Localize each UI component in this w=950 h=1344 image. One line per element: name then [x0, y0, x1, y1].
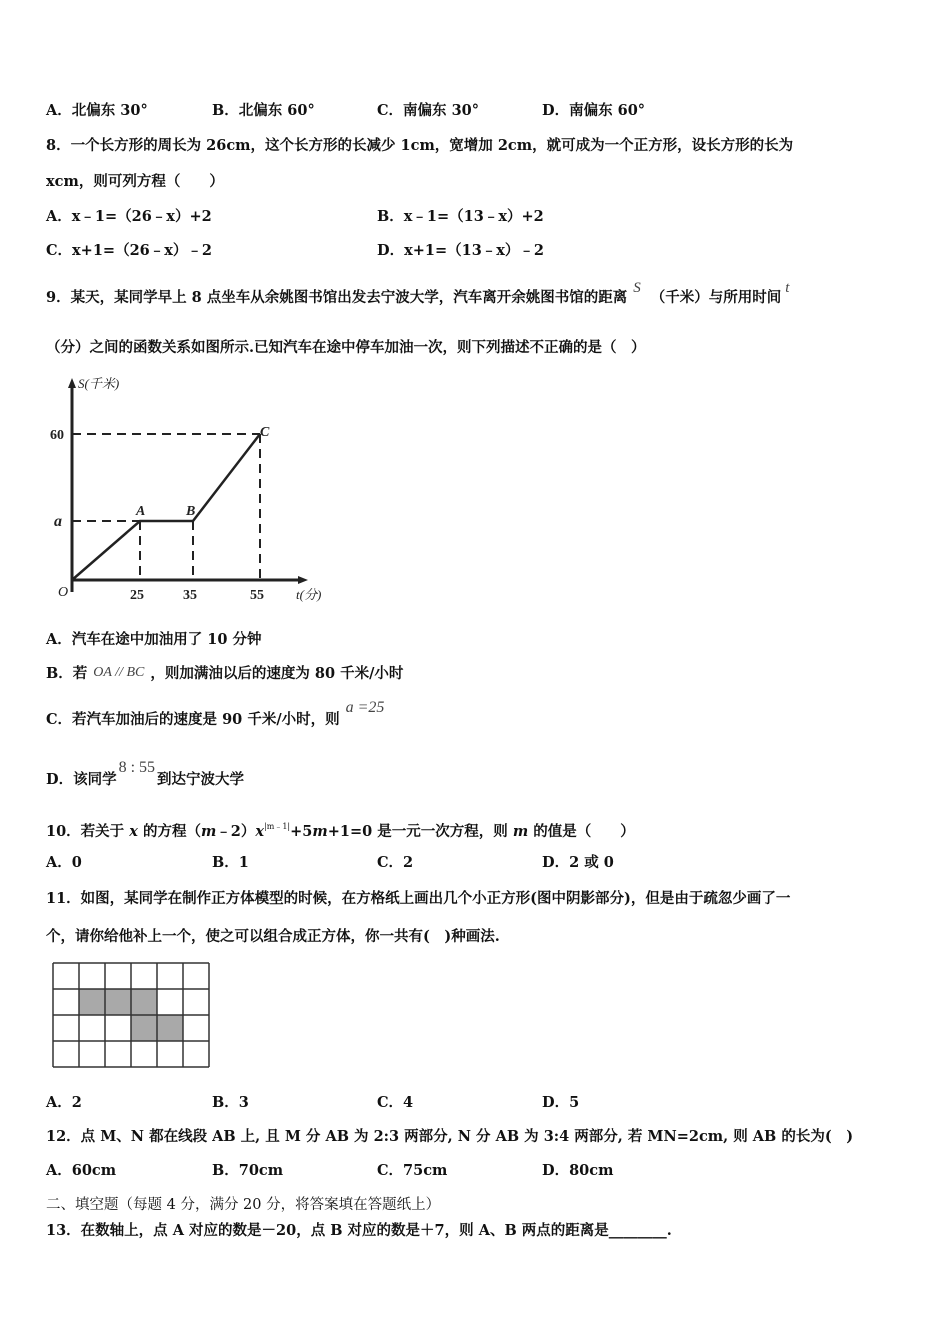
q9-distance-time-graph [46, 372, 346, 612]
q8-stem-line2: xcm，则可列方程（ ） [46, 173, 224, 190]
q10-var-m2: m [312, 823, 328, 840]
q8-option-d: D．x+1=（13﹣x）﹣2 [377, 242, 545, 259]
grid-lines [53, 963, 209, 1067]
q10-var-m: m [200, 823, 217, 840]
q12-stem: 12．点 M、N 都在线段 AB 上, 且 M 分 AB 为 2:3 两部分, N 分 AB 为 3:4 两部分, 若 MN=2cm, 则 AB 的长为( ) [46, 1128, 854, 1145]
q10-tail2: +1=0 是一元一次方程，则 [327, 823, 508, 840]
q9-option-a: A．汽车在途中加油用了 10 分钟 [46, 631, 262, 648]
q9-option-d-prefix: D．该同学 [46, 771, 117, 788]
q7-option-a: A．北偏东 30° [46, 102, 148, 119]
q10-prefix: 10．若关于 [46, 823, 125, 840]
q8-option-a: A．x﹣1=（26﹣x）+2 [46, 208, 212, 225]
q9-stem-line2: （分）之间的函数关系如图所示.已知汽车在途中停车加油一次，则下列描述不正确的是（ ） [46, 339, 646, 356]
q12-option-a: A．60cm [46, 1162, 117, 1179]
q9-option-d-math: 8 : 55 [118, 759, 156, 776]
y-tick-60: 60 [50, 428, 64, 443]
q9-option-c [46, 699, 385, 730]
q9-var-t: t [785, 280, 790, 296]
q9-unit-s: （千米）与所用时间 [650, 289, 782, 306]
q10-stem [46, 817, 635, 842]
q11-stem-line2: 个，请你给他补上一个，使之可以组合成正方体，你一共有( )种画法. [46, 928, 500, 945]
q9-option-d-suffix: 到达宁波大学 [157, 771, 245, 788]
q9-stem-text: 9．某天，某同学早上 8 点坐车从余姚图书馆出发去宁波大学，汽车离开余姚图书馆的距离 [46, 289, 628, 306]
q9-stem-line1 [46, 280, 790, 308]
q10-mid2: ﹣2） [216, 823, 256, 840]
q10-var-x2: x [255, 823, 265, 840]
q11-option-a: A．2 [46, 1094, 82, 1111]
graph-line-oabc [72, 434, 260, 580]
q11-stem-line1: 11．如图，某同学在制作正方体模型的时候，在方格纸上画出几个小正方形(图中阴影部分)，但是由于疏忽少画了一 [46, 890, 791, 907]
point-c-label: C [260, 425, 270, 440]
x-axis-label: t(分) [296, 587, 322, 602]
q7-option-d: D．南偏东 60° [542, 102, 646, 119]
shaded-cell [79, 989, 105, 1015]
q9-option-c-prefix: C．若汽车加油后的速度是 90 千米/小时，则 [46, 711, 340, 728]
q8-option-b: B．x﹣1=（13﹣x）+2 [377, 208, 544, 225]
q9-option-d [46, 759, 245, 790]
q12-option-b: B．70cm [212, 1162, 284, 1179]
q11-grid-figure [52, 962, 212, 1072]
q9-option-c-math: a =25 [345, 699, 385, 716]
q9-option-b [46, 664, 403, 685]
q10-var-x: x [129, 823, 138, 840]
x-tick-25: 25 [130, 588, 144, 603]
q9-option-b-prefix: B．若 [46, 665, 88, 682]
x-tick-55: 55 [250, 588, 264, 603]
q10-option-d: D．2 或 0 [542, 854, 614, 871]
y-axis-label: S(千米) [78, 376, 120, 391]
q10-mid: 的方程（ [142, 823, 201, 840]
q13-stem: 13．在数轴上，点 A 对应的数是－20，点 B 对应的数是＋7，则 A、B 两点的距离是________. [46, 1222, 672, 1239]
q8-option-c: C．x+1=（26﹣x）﹣2 [46, 242, 212, 259]
q9-option-b-math: OA // BC [93, 665, 145, 680]
shaded-cell [131, 1015, 157, 1041]
q12-option-d: D．80cm [542, 1162, 614, 1179]
shaded-cell [105, 989, 131, 1015]
q7-option-c: C．南偏东 30° [377, 102, 480, 119]
x-tick-35: 35 [183, 588, 197, 603]
q10-exponent: |m﹣1| [264, 822, 291, 831]
q9-var-s: S [633, 280, 641, 296]
shaded-cell [157, 1015, 183, 1041]
q9-option-b-suffix: ，则加满油以后的速度为 80 千米/小时 [150, 665, 404, 682]
y-axis-arrow [68, 378, 76, 388]
point-a-label: A [136, 504, 146, 519]
q11-option-c: C．4 [377, 1094, 414, 1111]
origin-label: O [58, 585, 69, 600]
x-axis-arrow [298, 576, 308, 584]
q10-var-m3: m [512, 823, 529, 840]
q10-tail: +5 [290, 823, 313, 840]
q10-option-b: B．1 [212, 854, 249, 871]
section-2-heading: 二、填空题（每题 4 分，满分 20 分，将答案填在答题纸上） [46, 1197, 441, 1213]
q10-tail3: 的值是（ ） [533, 823, 635, 840]
q8-stem-line1: 8．一个长方形的周长为 26cm，这个长方形的长减少 1cm，宽增加 2cm，就可成为一个正方形，设长方形的长为 [46, 137, 794, 154]
q10-option-a: A．0 [46, 854, 82, 871]
shaded-cell [131, 989, 157, 1015]
q7-option-b: B．北偏东 60° [212, 102, 315, 119]
q12-option-c: C．75cm [377, 1162, 448, 1179]
q10-option-c: C．2 [377, 854, 414, 871]
q11-option-b: B．3 [212, 1094, 249, 1111]
point-b-label: B [186, 504, 196, 519]
y-tick-a: a [54, 513, 62, 530]
q11-option-d: D．5 [542, 1094, 580, 1111]
